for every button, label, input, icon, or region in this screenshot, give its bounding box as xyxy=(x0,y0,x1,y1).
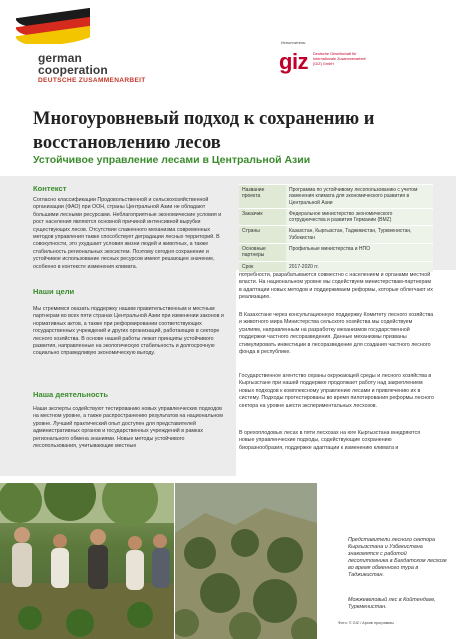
goals-paragraph: Мы стремимся оказать поддержку нашим правительственным и местным партнерам во всех пяти странах Центральной Азии при изменении законов и нормативных актов, а также при реформировании соответствующих государственных учреждений и других организаций, работающих в секторе лесного хозяйства. В основе нашей работы лежат принципы устойчивого развития, направленные на экологическую стабильность и долгосрочную социально справедливую экономическую выгоду. xyxy=(33,306,224,357)
activity-heading: Наша деятельность xyxy=(33,390,109,399)
info-table-key: Основные партнеры xyxy=(239,244,286,262)
activity-paragraph: Наши эксперты содействуют тестированию новых управленческих подходов на местном уровне, а также распространению результатов на национальном уровне. Лучший практический опыт доступен для представителей административных органов и государственных учреждений в рамках регионального обмена знаниями. Новые методы устойчивого лесопользования, учитывающие местные xyxy=(33,406,223,450)
photo-forestry-visit xyxy=(0,483,174,639)
info-table-value: Казахстан, Кыргызстан, Таджикистан, Туркменистан, Узбекистан xyxy=(286,226,433,244)
info-table-value: Профильные министерства и НПО xyxy=(286,244,433,262)
photo-credit: Фото: © GIZ / Архив программы xyxy=(338,621,394,625)
goals-heading: Наши цели xyxy=(33,287,75,296)
info-table-row xyxy=(239,185,433,209)
german-flag-logo xyxy=(16,6,90,44)
info-table-row xyxy=(239,208,433,226)
logo-text-german: german xyxy=(38,51,82,65)
info-table-value: 2017-2020 гг. xyxy=(286,261,433,272)
right-paragraph-1: потребности, разрабатываются совместно с населением и органами местной власти. На национальном уровне мы содействуем министерствам-партнерам в адаптации новых методов и поддерживаем реформы, которые облегчают их реализацию. xyxy=(239,272,433,301)
context-heading: Контекст xyxy=(33,184,67,193)
right-paragraph-3: Государственное агентство охраны окружающей среды и лесного хозяйства в Кыргызстане при нашей поддержке продолжает работу над закреплением новых подходов к комплексному управлению лесами и привлечению их в систему. Подходы протестированы во время пилотирования реформы лесного сектора на уровне шести экспериментальных лесхозов. xyxy=(239,373,434,409)
info-table-key: Страны xyxy=(239,226,286,244)
project-info-table xyxy=(239,184,433,273)
photo-caption-1: Представители лесного сектора Кыргызстана и Узбекистана знакомятся с работой лесопитомника в Бахдатском лесхозе во время обменного тура в Таджикистан. xyxy=(348,537,447,578)
right-paragraph-2: В Казахстане через консультационную поддержку Комитету лесного хозяйства и животного мира Министерства сельского хозяйства мы содействуем усилиям, направленным на разработку механизмов государственной поддержки частного лесоразведения. Данные механизмы призваны стимулировать инвестиции в лесоразведение для создания частного лесного фонда в республике. xyxy=(239,312,434,356)
photo-juniper-forest xyxy=(175,483,317,639)
photo-caption-2: Можжевеловый лес в Койтендаге, Туркменистан. xyxy=(348,597,436,610)
giz-subtitle: Deutsche Gesellschaft für Internationale Zusammenarbeit (GIZ) GmbH xyxy=(313,52,366,66)
info-table-value: Федеральное министерство экономического сотрудничества и развития Германии (BMZ) xyxy=(286,208,433,226)
giz-by-label: Исполнитель: xyxy=(281,40,307,45)
context-paragraph: Согласно классификации Продовольственной и сельскохозяйственной организации (ФАО) при ООН, страны Центральной Азии не обладают большими лесными ресурсами. Неблагоприятные экономические условия и рост населения являются основной причиной интенсивной вырубки существующих лесов. Отсутствие слаженного механизма современных методов управления также способствует деградации лесных территорий. В совокупности, это ухудшает условия жизни людей и животных, а также стабильность региональных экосистем. Поэтому сегодня сохранение и устойчивое использование лесных ресурсов имеют решающее значение, особенно в контексте изменения климата. xyxy=(33,197,222,270)
logo-text-cooperation: cooperation xyxy=(38,63,108,77)
page-subtitle: Устойчивое управление лесами в Центральной Азии xyxy=(33,154,311,166)
info-table-value: Программа по устойчивому лесопользованию с учетом изменения климата для экономического развития в Центральной Азии xyxy=(286,185,433,209)
info-table-key: Заказчик xyxy=(239,208,286,226)
info-table-key: Название проекта xyxy=(239,185,286,209)
info-table-key: Срок xyxy=(239,261,286,272)
info-table-row xyxy=(239,261,433,272)
info-table-row xyxy=(239,244,433,262)
right-paragraph-4: В орехоплодовых лесах в пяти лесхозах на юге Кыргызстана внедряются новые управленческие подходы, содействующие сохранению биоразнообразия, поддержке адаптации к изменению климата и xyxy=(239,430,421,451)
giz-logo: giz xyxy=(279,49,309,74)
page-title: Многоуровневый подход к сохранению и восстановлению лесов xyxy=(33,109,375,153)
info-table-row xyxy=(239,226,433,244)
logo-text-deutsche: DEUTSCHE ZUSAMMENARBEIT xyxy=(38,77,146,84)
